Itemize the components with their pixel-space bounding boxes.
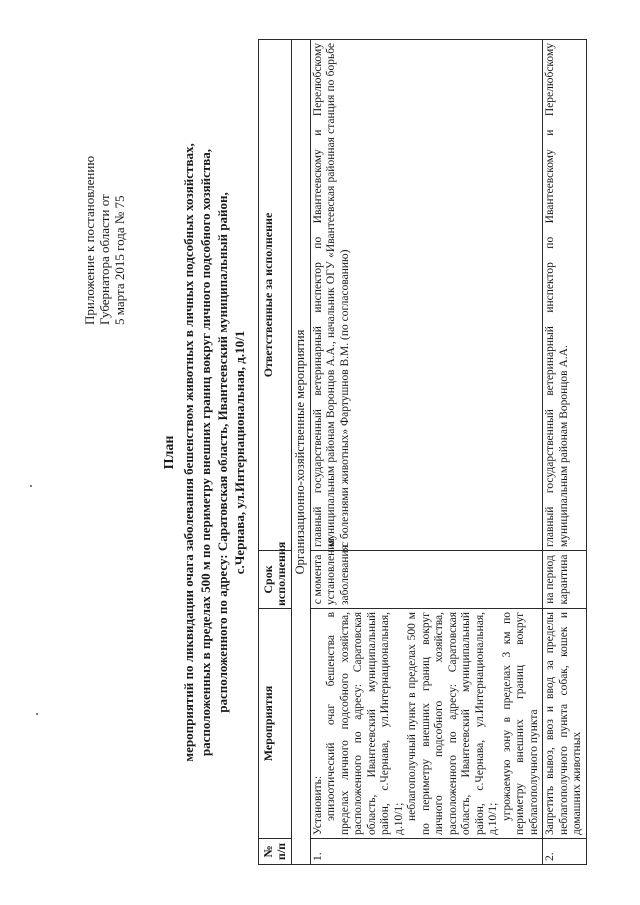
appendix-line: Губернатора области от bbox=[97, 194, 112, 325]
activity-paragraph: Установить: bbox=[311, 775, 324, 835]
row-activity bbox=[310, 609, 543, 839]
appendix-block bbox=[82, 85, 127, 325]
header-num: № п/п bbox=[259, 839, 292, 865]
table-header-row bbox=[259, 40, 292, 865]
row-responsible: главный государственный ветеринарный инспектор по Ивантеевскому и Перелюбскому муниципальным районам Воронцов А.А., начальник ОГУ «Ивантеевская районная станция по борьбе с болезнями животных» Фартушнов В.М. (по согласованию) bbox=[310, 40, 543, 551]
activity-paragraph: неблагополучный пункт в пределах 500 м по периметру внешних границ вокруг личного подсобного хозяйства, расположенного по адресу: Саратовская область, Ивантеевский муниципальный район, с.Чернава, ул.Интернациональная, д.10/1; bbox=[406, 612, 499, 835]
activity-paragraph: Запретить вывоз, ввоз и ввод за пределы неблагополучного пункта собак, кошек и домашних животных bbox=[544, 612, 583, 835]
appendix-line: 5 марта 2015 года № 75 bbox=[112, 195, 127, 325]
header-activity: Мероприятия bbox=[259, 609, 292, 839]
subtitle-line: мероприятий по ликвидации очага заболевания бешенством животных в личных подсобных хозяйствах, bbox=[181, 143, 196, 762]
row-number: 1. bbox=[310, 839, 543, 865]
row-term: с момента установления заболевания bbox=[310, 551, 543, 609]
table-row bbox=[543, 40, 587, 865]
section-title: Организационно-хозяйственные мероприятия bbox=[292, 40, 311, 865]
section-row bbox=[292, 40, 311, 865]
activity-paragraph: угрожаемую зону в пределах 3 км по периметру внешних границ вокруг неблагополучного пункта bbox=[500, 612, 540, 835]
subtitle-line: расположенного по адресу: Саратовская область, Ивантеевский муниципальный район, bbox=[215, 192, 230, 713]
subtitle-line: расположенных в пределах 500 м по периметру внешних границ вокруг личного подсобного хозяйства, bbox=[198, 148, 213, 757]
document-title-block bbox=[162, 40, 248, 865]
row-responsible: главный государственный ветеринарный инспектор по Ивантеевскому и Перелюбскому муниципальным районам Воронцов А.А. bbox=[543, 40, 587, 551]
subtitle-line: с.Чернава, ул.Интернациональная, д.10/1 bbox=[232, 330, 247, 575]
row-term: на период карантина bbox=[543, 551, 587, 609]
activities-table bbox=[258, 39, 587, 865]
header-term: Срок исполнения bbox=[259, 551, 292, 609]
activity-paragraph: эпизоотический очаг бешенства в пределах личного подсобного хозяйства, расположенного по адресу: Саратовская область, Ивантеевский муниципальный район, с.Чернава, ул.Интернациональная, д.10/1; bbox=[325, 612, 405, 835]
scan-speck bbox=[30, 485, 32, 487]
appendix-line: Приложение к постановлению bbox=[82, 155, 97, 325]
header-responsible: Ответственные за исполнение bbox=[259, 40, 292, 551]
row-number: 2. bbox=[543, 839, 587, 865]
row-activity bbox=[543, 609, 587, 839]
document-title: План bbox=[162, 435, 177, 470]
scan-speck bbox=[36, 713, 38, 715]
table-row bbox=[310, 40, 543, 865]
